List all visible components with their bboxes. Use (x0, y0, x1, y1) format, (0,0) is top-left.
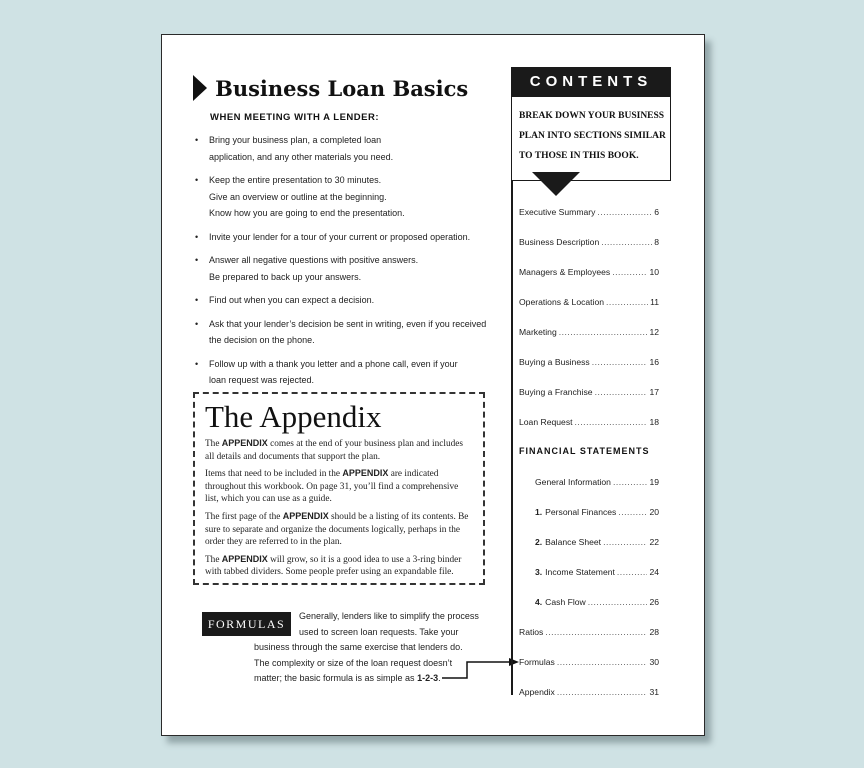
contents-header: CONTENTS (511, 67, 671, 97)
toc-item-business-description: Business Description ..... 8 (519, 237, 659, 251)
page-title: Business Loan Basics (215, 75, 469, 101)
bullet-icon: • (195, 255, 199, 265)
financial-statements-heading: FINANCIAL STATEMENTS (519, 446, 650, 456)
appendix-paragraph: The first page of the APPENDIX should be a listing of its contents. Be sure to separate and organize the documents logically, perhaps in the order they are referred to in the plan. (205, 510, 469, 548)
bullet-icon: • (195, 231, 199, 242)
contents-rule (511, 181, 513, 695)
toc-item-ratios: Ratios ..... 28 (519, 627, 659, 641)
toc-item-marketing: Marketing ..... 12 (519, 327, 659, 341)
toc-item-buying-a-business: Buying a Business ..... 16 (519, 357, 659, 371)
toc-item-formulas: Formulas ..... 30 (519, 657, 659, 671)
list-item: • Invite your lender for a tour of your current or proposed operation. (192, 229, 492, 246)
list-item: • Keep the entire presentation to 30 minutes. Give an overview or outline at the beginning. Know how you are going to end the presentation. (192, 172, 492, 222)
workbook-page (161, 34, 705, 736)
appendix-box (193, 392, 485, 585)
appendix-paragraph: The APPENDIX will grow, so it is a good idea to use a 3-ring binder with tabbed dividers. Some people prefer using an expandable file. (205, 553, 462, 578)
title-row (193, 75, 468, 101)
contents-intro-box: BREAK DOWN YOUR BUSINESS PLAN INTO SECTIONS SIMILAR TO THOSE IN THIS BOOK. (511, 97, 671, 181)
formula-arrow-icon (432, 655, 522, 695)
formulas-text: Generally, lenders like to simplify the process used to screen loan requests. Take your business through the same exercise that lenders do. The complexity or size of the loan request doesn’t matter; the basic formula is as simple as 1-2-3. (254, 611, 479, 683)
appendix-paragraph: The APPENDIX comes at the end of your business plan and includes all details and documents that support the plan. (205, 438, 463, 462)
triangle-marker-icon (193, 75, 207, 101)
bullet-icon: • (195, 175, 199, 185)
appendix-paragraph: Items that need to be included in the APPENDIX are indicated throughout this workbook. On page 31, you’ll find a comprehensive list, which you can use as a guide. (205, 468, 459, 505)
list-item: • Bring your business plan, a completed loan application, and any other materials you need. (192, 132, 492, 165)
toc-item-operations-location: Operations & Location ..... 11 (519, 297, 659, 311)
toc-item-balance-sheet: 2. Balance Sheet ..... 22 (535, 537, 659, 551)
list-item: • Ask that your lender’s decision be sent in writing, even if you received the decision on the phone. (192, 316, 492, 349)
list-item: • Follow up with a thank you letter and a phone call, even if your loan request was rejected. (192, 356, 492, 389)
toc-item-income-statement: 3. Income Statement ..... 24 (535, 567, 659, 581)
bullet-icon: • (195, 358, 199, 369)
bullet-icon: • (195, 295, 199, 305)
section-subheading: WHEN MEETING WITH A LENDER: (210, 112, 380, 123)
bullet-icon: • (195, 135, 199, 145)
formula-highlight: 1-2-3 (417, 673, 439, 683)
toc-item-managers-employees: Managers & Employees ..... 10 (519, 267, 659, 281)
appendix-title: The Appendix (205, 399, 382, 434)
list-item: • Answer all negative questions with positive answers. Be prepared to back up your answers. (192, 252, 492, 285)
list-item: • Find out when you can expect a decision. (192, 292, 492, 309)
toc-item-appendix: Appendix ..... 31 (519, 687, 659, 701)
toc-item-loan-request: Loan Request ..... 18 (519, 417, 659, 431)
toc-item-cash-flow: 4. Cash Flow ..... 26 (535, 597, 659, 611)
formulas-label: FORMULAS (202, 612, 291, 636)
toc-item-buying-a-franchise: Buying a Franchise ..... 17 (519, 387, 659, 401)
toc-item-personal-finances: 1. Personal Finances ..... 20 (535, 507, 659, 521)
toc-item-executive-summary: Executive Summary ..... 6 (519, 207, 659, 221)
lender-tips-list (192, 132, 492, 396)
toc-item-general-information: General Information ..... 19 (535, 477, 659, 491)
down-arrow-icon (532, 172, 580, 196)
bullet-icon: • (195, 318, 199, 329)
